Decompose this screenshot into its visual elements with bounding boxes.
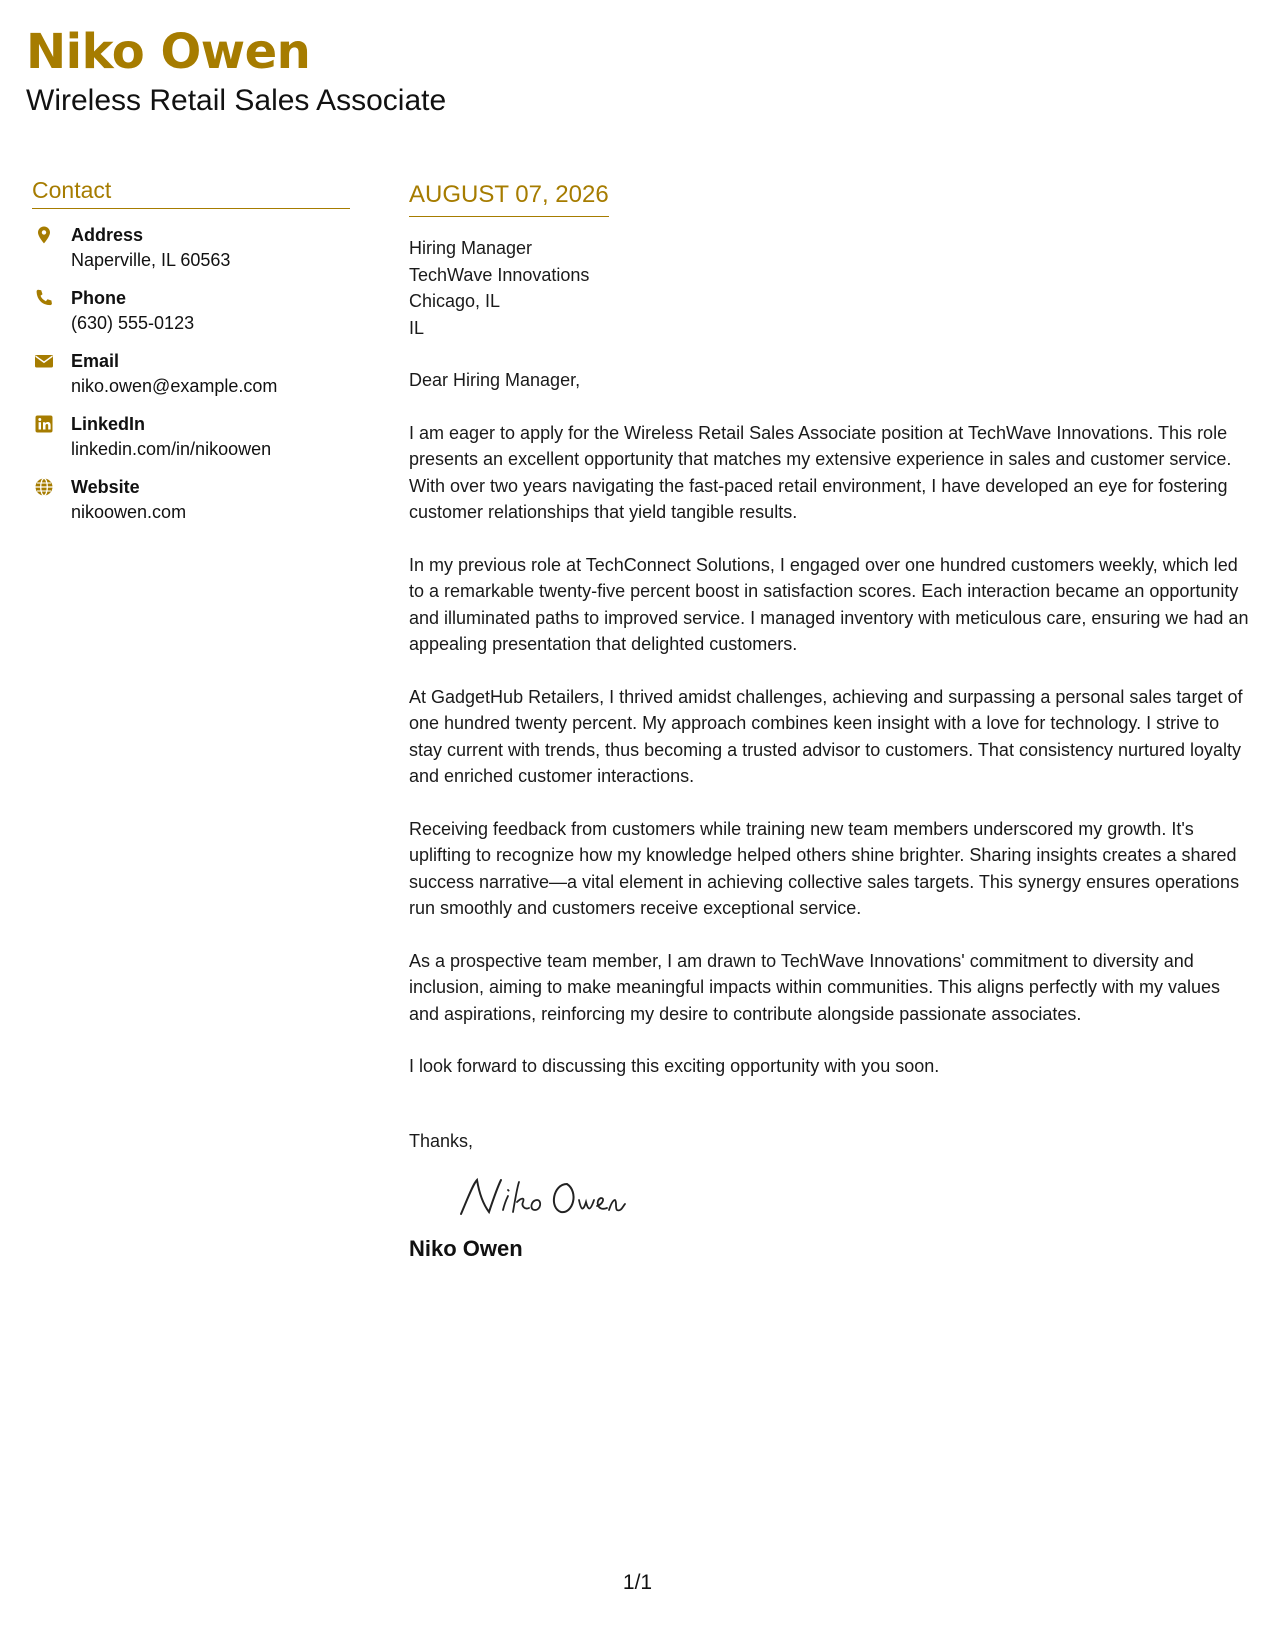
signer-name: Niko Owen bbox=[409, 1236, 523, 1261]
contact-item-address bbox=[32, 223, 350, 286]
contact-label: Address bbox=[71, 225, 144, 245]
website-value: nikoowen.com bbox=[71, 502, 187, 522]
recipient-city: Chicago, IL bbox=[409, 291, 501, 311]
contact-list bbox=[32, 223, 350, 538]
body-paragraph: I am eager to apply for the Wireless Retail Sales Associate position at TechWave Innovations. This role presents an excellent opportunity that matches my extensive experience in sales and customer service. With over two years navigating the fast-paced retail environment, I have developed an eye for fostering customer relationships that yield tangible results. bbox=[409, 422, 1232, 522]
body-paragraph: At GadgetHub Retailers, I thrived amidst challenges, achieving and surpassing a personal sales target of one hundred twenty percent. My approach combines keen insight with a love for technology. I strive to stay current with trends, thus becoming a trusted advisor to customers. That consistency nurtured loyalty and enriched customer interactions. bbox=[409, 686, 1243, 786]
contact-label: Email bbox=[71, 351, 120, 371]
body-paragraph: As a prospective team member, I am drawn to TechWave Innovations' commitment to diversity and inclusion, aiming to make meaningful impacts within communities. This aligns perfectly with my values and aspirations, reinforcing my desire to contribute alongside passionate associates. bbox=[409, 950, 1221, 1024]
phone-icon bbox=[34, 288, 54, 308]
location-pin-icon bbox=[34, 225, 54, 245]
contact-heading: Contact bbox=[32, 176, 350, 209]
recipient-name: Hiring Manager bbox=[409, 238, 533, 258]
salutation: Dear Hiring Manager, bbox=[409, 370, 581, 390]
job-title: Wireless Retail Sales Associate bbox=[26, 84, 447, 117]
phone-value: (630) 555-0123 bbox=[71, 313, 195, 333]
address-value: Naperville, IL 60563 bbox=[71, 250, 231, 270]
contact-item-phone bbox=[32, 286, 350, 349]
contact-item-website bbox=[32, 475, 350, 538]
recipient-state: IL bbox=[409, 317, 425, 338]
contact-sidebar bbox=[32, 176, 350, 538]
page-number: 1/1 bbox=[622, 1571, 653, 1594]
linkedin-value: linkedin.com/in/nikoowen bbox=[71, 439, 272, 459]
body-paragraph: Receiving feedback from customers while training new team members underscored my growth. It's uplifting to recognize how my knowledge helped others shine brighter. Sharing insights creates a shared success narrative—a vital element in achieving collective sales targets. This synergy ensures operations run smoothly and customers receive exceptional service. bbox=[409, 818, 1240, 918]
contact-item-email bbox=[32, 349, 350, 412]
envelope-icon bbox=[34, 351, 54, 371]
handwritten-signature bbox=[455, 1170, 631, 1224]
linkedin-icon bbox=[34, 414, 54, 434]
letter-date: AUGUST 07, 2026 bbox=[409, 178, 609, 217]
recipient-block bbox=[409, 235, 1254, 341]
globe-icon bbox=[34, 477, 54, 497]
closing: Thanks, bbox=[409, 1130, 474, 1151]
email-value: niko.owen@example.com bbox=[71, 376, 278, 396]
contact-label: Phone bbox=[71, 288, 127, 308]
contact-label: LinkedIn bbox=[71, 414, 146, 434]
applicant-name: Niko Owen bbox=[26, 24, 311, 80]
body-paragraph: In my previous role at TechConnect Solutions, I engaged over one hundred customers weekly, which led to a remarkable twenty-five percent boost in satisfaction scores. Each interaction became an opportunity and illuminated paths to improved service. I managed inventory with meticulous care, ensuring we had an appealing presentation that delighted customers. bbox=[409, 554, 1249, 654]
contact-label: Website bbox=[71, 477, 140, 497]
body-paragraph: I look forward to discussing this exciting opportunity with you soon. bbox=[409, 1056, 940, 1076]
contact-item-linkedin bbox=[32, 412, 350, 475]
letter-body bbox=[409, 178, 1254, 1264]
recipient-company: TechWave Innovations bbox=[409, 264, 590, 285]
